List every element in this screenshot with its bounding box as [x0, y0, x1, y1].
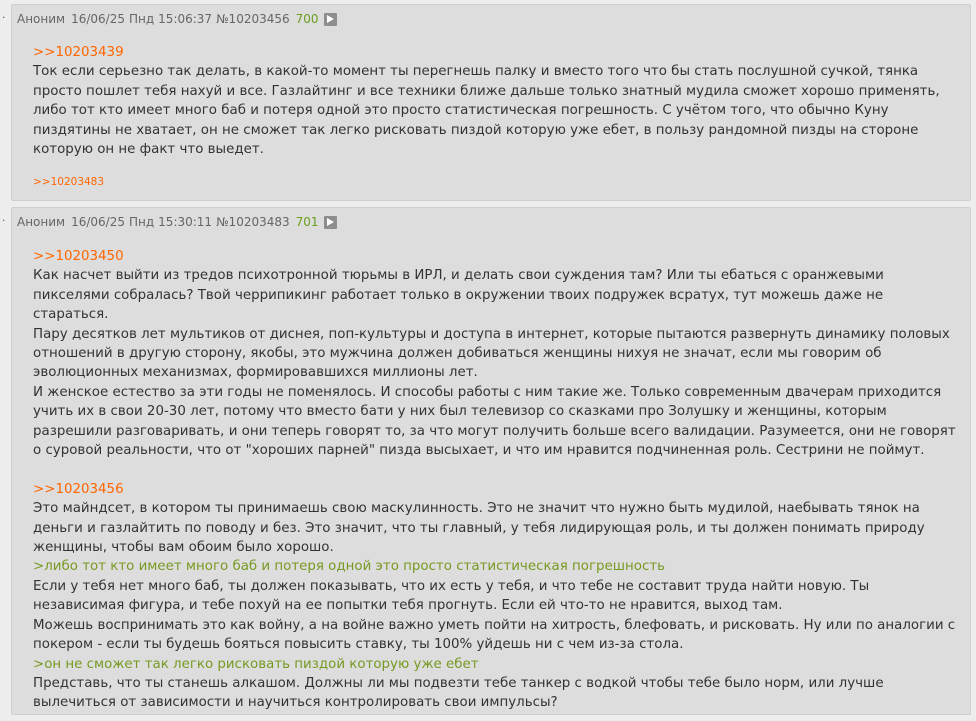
post-weekday: Пнд [129, 215, 155, 229]
post-count: 700 [295, 12, 319, 26]
post-paragraph: Можешь воспринимать это как войну, а на войне важно уметь пойти на хитрость, блефовать, и рисковать. Ну или по аналогии с покером - если ты будешь бояться повысить ставку, ты 100% уйдешь ни с чем из-за стола. [33, 617, 956, 653]
post-text: Ток если серьезно так делать, в какой-то момент ты перегнешь палку и вместо того что бы стать послушной сучкой, тянка просто пошлет тебя нахуй и все. Газлайтинг и все техники ближе дальше только знатный мудила сможет хорошо применять, либо тот кто имеет много баб и потеря одной это просто статистическая погрешность. С учётом того, что обычно Куну пиздятины не хватает, он не сможет так легко рисковать пиздой которую уже ебет, в пользу рандомной пизды на стороне которую он не факт что выедет. [33, 64, 940, 158]
post-header [17, 10, 337, 28]
post-paragraph: Если у тебя нет много баб, ты должен показывать, что их есть у тебя, и что тебе не составит труда найти новую. Ты независимая фигура, и тебе похуй на ее попытки тебя прогнуть. Если ей что-то не нравится, выход там. [33, 578, 870, 614]
reply-link[interactable]: >>10203439 [33, 45, 124, 60]
post-paragraph: Пару десятков лет мультиков от диснея, поп-культуры и доступа в интернет, которые пытаются развернуть динамику половых отношений в другую сторону, якобы, это мужчина должен добиваться женщины нихуя не значат, если мы говорим об эволюционных механизмах, формировавшихся миллионы лет. [33, 326, 950, 381]
backlinks [33, 175, 104, 189]
greentext-quote: >либо тот кто имеет много баб и потеря одной это просто статистическая погрешность [33, 559, 666, 575]
play-icon[interactable] [324, 216, 337, 229]
post-paragraph: Это майндсет, в котором ты принимаешь свою маскулинность. Это не значит что нужно быть мудилой, наебывать тянок на деньги и газлайтить по поводу и без. Это значит, что ты главный, у тебя лидирующая роль, и ты должен понимать природу женщины, чтобы вам обоим было хорошо. [33, 501, 925, 556]
greentext-quote: >он не сможет так легко рисковать пиздой которую уже ебет [33, 656, 479, 672]
reply-link[interactable]: >>10203456 [33, 481, 124, 497]
post-body [33, 247, 956, 713]
post-number[interactable]: №10203483 [216, 215, 290, 229]
play-icon[interactable] [324, 13, 337, 26]
post-10203456 [11, 4, 971, 201]
post-number[interactable]: №10203456 [216, 12, 290, 26]
post-body [33, 43, 956, 159]
post-header [17, 213, 337, 231]
post-paragraph: И женское естество за эти годы не поменялось. И способы работы с ним такие же. Только современным двачерам приходится учить их в свои 20-30 лет, потому что вместо бати у них был телевизор со сказками про Золушку и женщины, которым разрешили разговаривать, и они теперь говорят то, за что могут получить больше всего валидации. Разумеется, они не говорят о суровой реальности, что от "хороших парней" пизда высыхает, и что им нравится подчиненная роль. Сестрини не поймут. [33, 384, 956, 459]
post-weekday: Пнд [129, 12, 155, 26]
post-10203483 [11, 207, 971, 715]
post-date: 16/06/25 [71, 12, 125, 26]
post-author: Аноним [17, 12, 66, 26]
post-bullet: . [2, 211, 6, 224]
post-author: Аноним [17, 215, 66, 229]
post-count: 701 [295, 215, 319, 229]
post-time: 15:06:37 [158, 12, 213, 26]
post-time: 15:30:11 [158, 215, 213, 229]
post-paragraph: Представь, что ты станешь алкашом. Должны ли мы подвезти тебе танкер с водкой чтобы тебе было норм, или лучше вылечиться от зависимости и научиться контролировать свои импульсы? [33, 675, 884, 711]
reply-link[interactable]: >>10203450 [33, 249, 124, 264]
backlink[interactable]: >>10203483 [33, 176, 105, 188]
post-bullet: . [2, 8, 6, 21]
post-date: 16/06/25 [71, 215, 125, 229]
post-paragraph: Как насчет выйти из тредов психотронной тюрьмы в ИРЛ, и делать свои суждения там? Или ты ебаться с оранжевыми пикселями собралась? Твой черрипикинг работает только в окружении твоих подружек всратух, тут можешь даже не стараться. [33, 268, 884, 323]
